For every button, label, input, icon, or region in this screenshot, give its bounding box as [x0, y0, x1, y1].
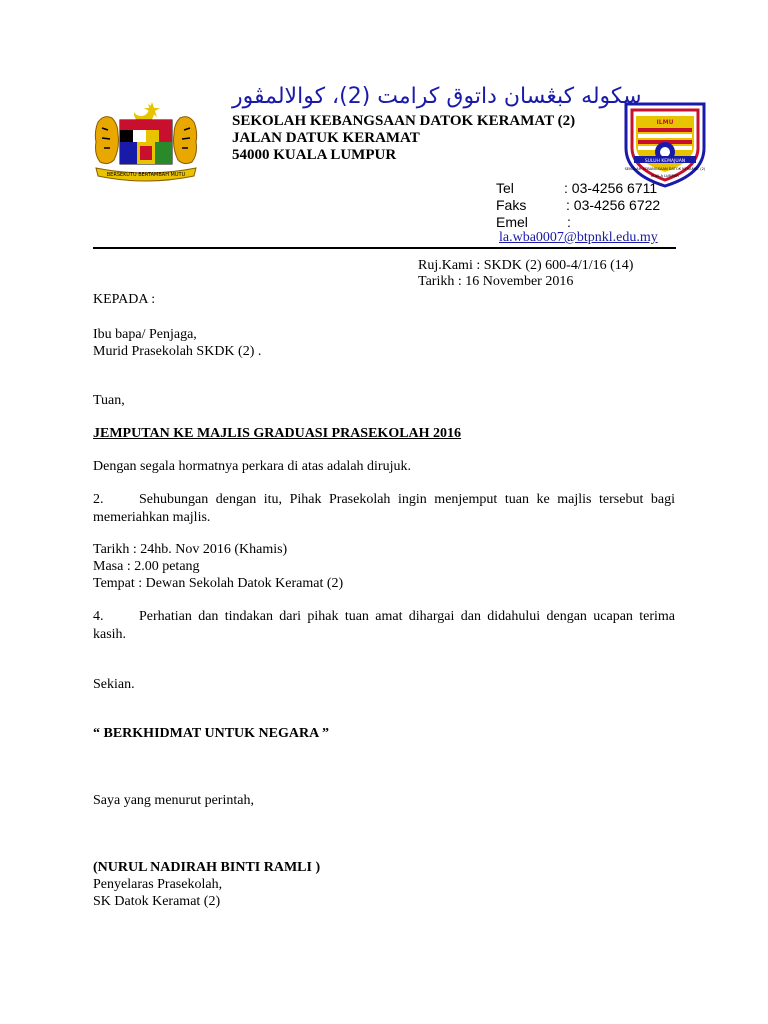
- fax-value: : 03-4256 6722: [566, 197, 661, 213]
- address-line-2: 54000 KUALA LUMPUR: [232, 147, 397, 163]
- letter-subject: JEMPUTAN KE MAJLIS GRADUASI PRASEKOLAH 2016: [93, 426, 462, 441]
- signatory-name: (NURUL NADIRAH BINTI RAMLI ): [93, 860, 321, 875]
- crest-motto: BERSEKUTU BERTAMBAH MUTU: [106, 172, 186, 178]
- kepada-label: KEPADA :: [93, 292, 156, 307]
- header-divider: [93, 247, 676, 249]
- tel-value: : 03-4256 6711: [564, 180, 658, 196]
- recipient-line-1: Ibu bapa/ Penjaga,: [93, 327, 197, 342]
- sign-off: Saya yang menurut perintah,: [93, 793, 254, 808]
- tel-label: Tel: [496, 180, 514, 196]
- signatory-position: Penyelaras Prasekolah,: [93, 877, 223, 892]
- email-link[interactable]: la.wba0007@btpnkl.edu.my: [499, 230, 658, 245]
- school-logo-top: ILMU: [656, 119, 674, 126]
- school-logo: [622, 98, 708, 188]
- closing: Sekian.: [93, 677, 135, 692]
- salutation: Tuan,: [93, 393, 125, 408]
- para-2-number: 2.: [93, 492, 104, 507]
- address-line-1: JALAN DATUK KERAMAT: [232, 130, 420, 146]
- intro-paragraph: Dengan segala hormatnya perkara di atas adalah dirujuk.: [93, 459, 411, 474]
- school-logo-ring: SEKOLAH KEBANGSAAN DATOK KERAMAT (2): [624, 167, 706, 171]
- national-motto: “ BERKHIDMAT UNTUK NEGARA ”: [93, 726, 329, 741]
- email-colon: :: [567, 214, 571, 230]
- email-label: Emel: [496, 214, 528, 230]
- para-4-text: Perhatian dan tindakan dari pihak tuan amat dihargai dan didahului dengan ucapan terima kasih.: [93, 609, 675, 642]
- signatory-school: SK Datok Keramat (2): [93, 894, 221, 909]
- letter-date: Tarikh : 16 November 2016: [418, 274, 574, 289]
- coat-of-arms-logo: [90, 98, 202, 184]
- reference-number: Ruj.Kami : SKDK (2) 600-4/1/16 (14): [418, 258, 634, 273]
- para-2-text: Sehubungan dengan itu, Pihak Prasekolah ingin menjemput tuan ke majlis tersebut bagi memeriahkan majlis.: [93, 492, 675, 525]
- school-logo-ribbon: SULUH KEMAJUAN: [644, 159, 686, 164]
- recipient-line-2: Murid Prasekolah SKDK (2) .: [93, 344, 262, 359]
- school-name-jawi: سكوله كبڠسان داتوق كرامت (2)، كوالالمڤور: [232, 84, 642, 109]
- school-logo-bottom: KUALA LUMPUR: [651, 174, 679, 178]
- event-date: Tarikh : 24hb. Nov 2016 (Khamis): [93, 542, 288, 557]
- para-4-number: 4.: [93, 609, 104, 624]
- event-time: Masa : 2.00 petang: [93, 559, 200, 574]
- event-venue: Tempat : Dewan Sekolah Datok Keramat (2): [93, 576, 344, 591]
- fax-label: Faks: [496, 197, 527, 213]
- school-name: SEKOLAH KEBANGSAAN DATOK KERAMAT (2): [232, 113, 576, 129]
